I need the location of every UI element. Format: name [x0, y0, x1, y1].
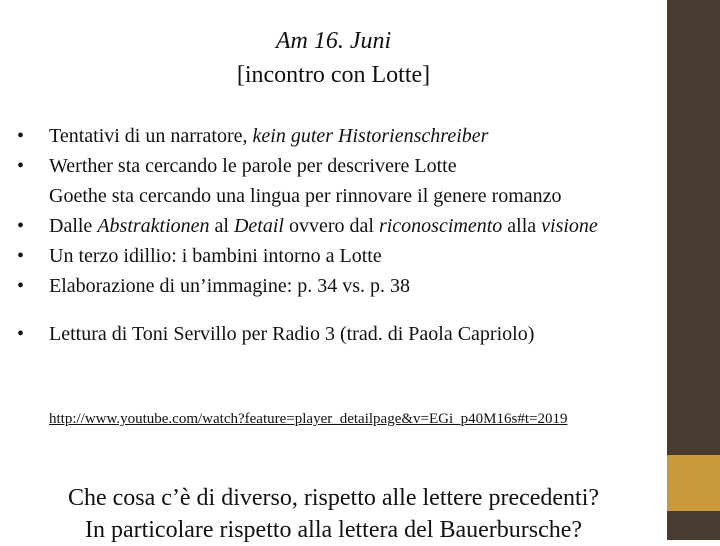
bullet-text: alla	[502, 215, 542, 237]
bullet-subtext: Goethe sta cercando una lingua per rinnovare il genere romanzo	[49, 185, 562, 207]
bullet-italic: kein guter Historienschreiber	[252, 125, 489, 147]
bullet-text: ovvero dal	[283, 215, 379, 237]
bullet-item	[16, 319, 656, 349]
title-subtitle: [incontro con Lotte]	[236, 62, 431, 88]
bullet-text: Elaborazione di un’immagine: p. 34 vs. p. 38	[49, 275, 411, 297]
bullet-item	[16, 271, 656, 301]
bullet-text: Tentativi di un narratore,	[49, 125, 253, 147]
bullet-text: Lettura di Toni Servillo per Radio 3 (trad. di Paola Capriolo)	[49, 323, 535, 345]
bullet-list	[16, 121, 656, 349]
bullet-italic: Detail	[233, 215, 284, 237]
bullet-item	[16, 151, 656, 211]
bullet-text: Dalle	[49, 215, 98, 237]
question-line: Che cosa c’è di diverso, rispetto alle lettere precedenti?	[67, 485, 600, 511]
bullet-text: Werther sta cercando le parole per descrivere Lotte	[49, 155, 457, 177]
question-line: In particolare rispetto alla lettera del Bauerbursche?	[84, 517, 583, 543]
slide-title	[0, 24, 667, 92]
bullet-item	[16, 241, 656, 271]
bullet-italic: Abstraktionen	[97, 215, 210, 237]
title-date: Am 16. Juni	[275, 28, 392, 54]
bullet-item	[16, 121, 656, 151]
closing-question	[0, 482, 667, 546]
bullet-text: al	[209, 215, 234, 237]
bullet-italic: visione	[541, 215, 598, 237]
bullet-italic: riconoscimento	[378, 215, 503, 237]
bullet-item	[16, 211, 656, 241]
sidebar-accent-block	[667, 455, 720, 511]
bullet-text: Un terzo idillio: i bambini intorno a Lotte	[49, 245, 382, 267]
youtube-link[interactable]: http://www.youtube.com/watch?feature=player_detailpage&v=EGi_p40M16s#t=2019	[49, 411, 568, 427]
